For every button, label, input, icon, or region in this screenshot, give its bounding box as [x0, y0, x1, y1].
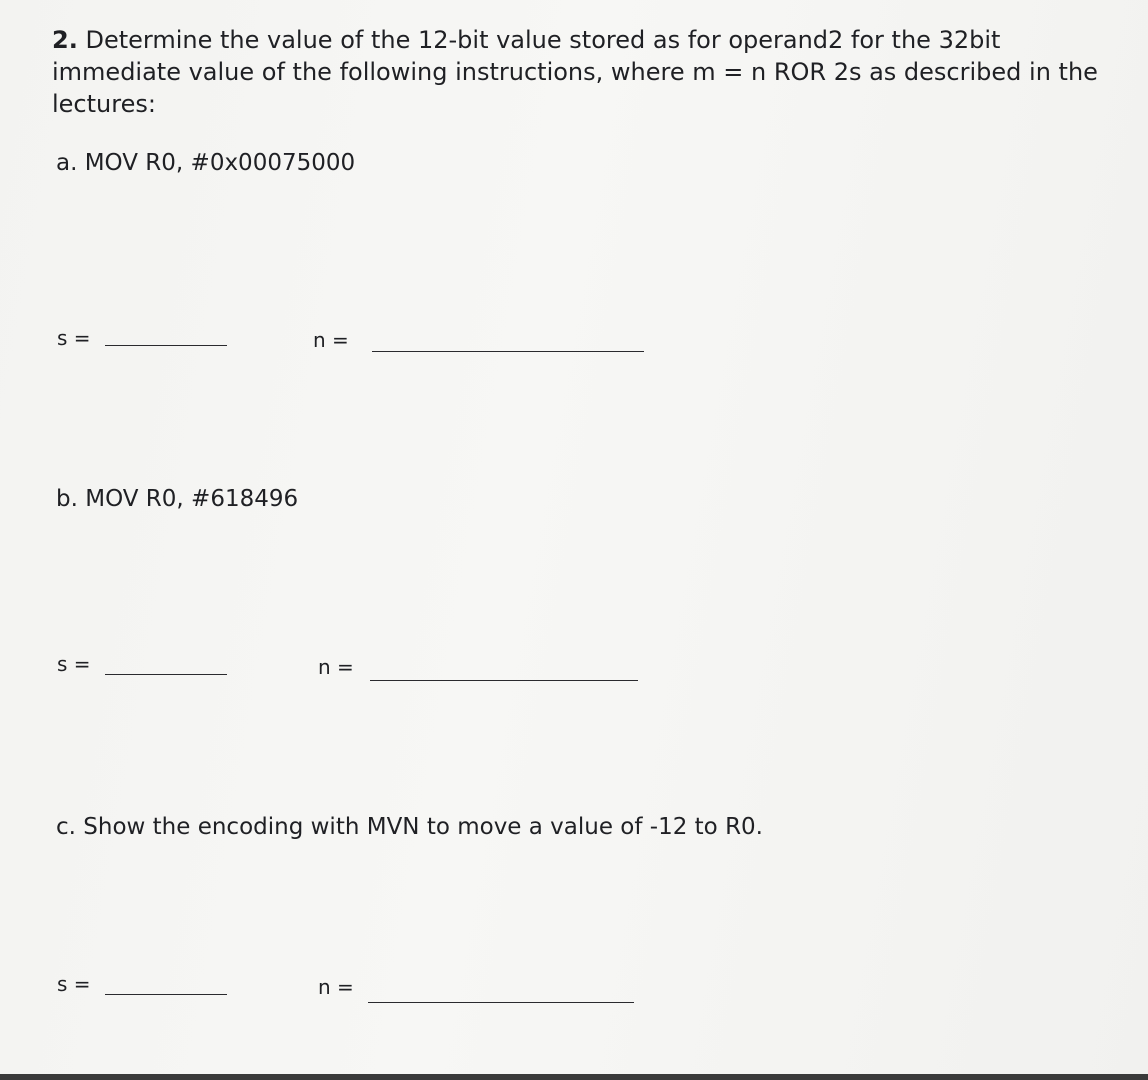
part-b-n-label: n =: [318, 655, 354, 679]
part-c-answer-row: [0, 972, 1148, 1012]
part-b-answer-row: [0, 652, 1148, 692]
question-number: 2.: [52, 26, 78, 54]
part-c-n-blank[interactable]: [368, 1002, 634, 1003]
part-a-s-blank[interactable]: [105, 345, 227, 346]
part-b-s-blank[interactable]: [105, 674, 227, 675]
part-b-title: b. MOV R0, #618496: [56, 486, 299, 512]
part-c-s-label: s =: [57, 972, 91, 996]
question-text: Determine the value of the 12-bit value stored as for operand2 for the 32bit immediate value of the following instructions, where m = n ROR 2s as described in the lectures:: [52, 26, 1098, 118]
part-a-n-label: n =: [313, 328, 349, 352]
part-b-n-blank[interactable]: [370, 680, 638, 681]
question-prompt: [52, 24, 1112, 120]
part-c-title: c. Show the encoding with MVN to move a value of -12 to R0.: [56, 814, 763, 840]
part-c-n-label: n =: [318, 975, 354, 999]
part-a-s-label: s =: [57, 326, 91, 350]
photo-bottom-edge: [0, 1074, 1148, 1080]
part-a-title: a. MOV R0, #0x00075000: [56, 150, 356, 176]
part-a-n-blank[interactable]: [372, 351, 644, 352]
part-a-answer-row: [0, 326, 1148, 366]
part-b-s-label: s =: [57, 652, 91, 676]
part-c-s-blank[interactable]: [105, 994, 227, 995]
